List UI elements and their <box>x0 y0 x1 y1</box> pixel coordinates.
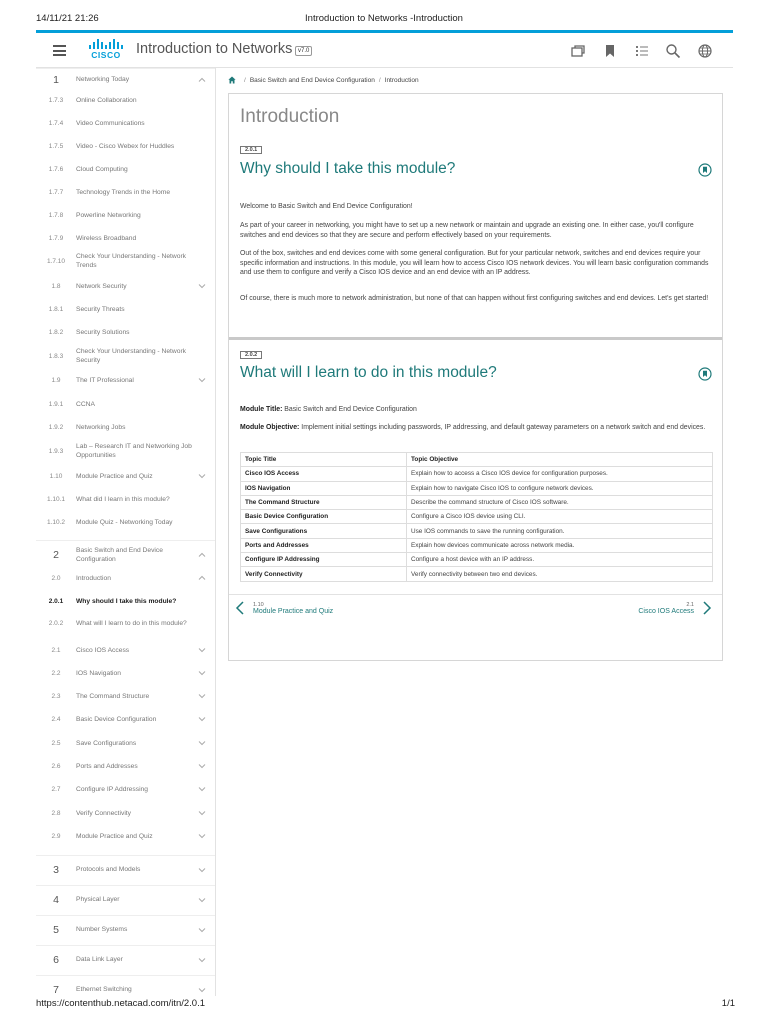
sidebar-item-number: 1.7.7 <box>48 188 64 196</box>
topic-objective-cell: Verify connectivity between two end devices. <box>407 567 713 581</box>
topic-title-cell: The Command Structure <box>241 495 407 509</box>
chevron-down-icon[interactable] <box>198 926 206 934</box>
chevron-down-icon[interactable] <box>198 762 206 770</box>
sidebar-item-number: 1.10.1 <box>46 495 66 503</box>
sidebar-item-number: 2.1 <box>51 646 61 654</box>
sidebar-item-number: 2.6 <box>51 762 61 770</box>
chevron-up-icon[interactable] <box>198 76 206 84</box>
sidebar-item-number: 7 <box>53 983 59 996</box>
topic-title-cell: Basic Device Configuration <box>241 510 407 524</box>
module-title-line <box>240 405 712 415</box>
sidebar-item[interactable] <box>36 181 216 203</box>
sidebar-item-label: Cisco IOS Access <box>76 646 130 654</box>
topic-title-cell: Save Configurations <box>241 524 407 538</box>
print-page-number: 1/1 <box>721 998 735 1009</box>
sidebar-item-number: 6 <box>53 953 59 966</box>
section-number-badge: 2.0.2 <box>240 351 262 359</box>
windows-icon[interactable] <box>570 43 586 59</box>
sidebar-item[interactable] <box>36 511 216 533</box>
sidebar-item[interactable] <box>36 915 216 943</box>
sidebar-item-number: 2.0.1 <box>48 597 64 605</box>
sidebar-item-number: 4 <box>53 893 59 906</box>
cisco-logo-text: CISCO <box>91 50 121 60</box>
chevron-down-icon[interactable] <box>198 986 206 994</box>
topic-title-cell: IOS Navigation <box>241 481 407 495</box>
chevron-left-icon <box>235 601 245 615</box>
previous-page-number: 1.10 <box>253 601 264 608</box>
section-divider <box>229 337 722 340</box>
sidebar-item-number: 1 <box>53 73 59 86</box>
bookmark-toggle-icon[interactable] <box>698 163 712 177</box>
next-page-number: 2.1 <box>686 601 694 608</box>
sidebar-item-number: 1.9.2 <box>48 423 64 431</box>
sidebar-item-label: Cloud Computing <box>76 165 128 173</box>
sidebar-item-number: 1.7.8 <box>48 211 64 219</box>
page-title: Introduction <box>240 106 340 127</box>
sidebar-item-label: Security Threats <box>76 305 125 313</box>
version-badge: v7.0 <box>295 46 312 56</box>
print-page-title: Introduction to Networks -Introduction <box>305 13 463 24</box>
sidebar-item[interactable] <box>36 975 216 996</box>
sidebar-item-label: Ethernet Switching <box>76 986 132 993</box>
sidebar-item-label: IOS Navigation <box>76 669 121 677</box>
sidebar-item-label: Data Link Layer <box>76 956 123 963</box>
sidebar-item-label: Module Practice and Quiz <box>76 472 153 480</box>
breadcrumb <box>228 76 419 84</box>
chevron-down-icon[interactable] <box>198 669 206 677</box>
sidebar-item-label: Check Your Understanding - Network Trends <box>76 253 187 269</box>
sidebar-item-number: 2.5 <box>51 739 61 747</box>
intro-paragraph: Of course, there is much more to network administration, but none of that can happen without first configuring switches and end devices. Let's get started! <box>240 295 709 302</box>
topic-objective-cell: Configure a Cisco IOS device using CLI. <box>407 510 713 524</box>
sidebar-item-label: Networking Jobs <box>76 423 126 431</box>
module-title-label: Module Title: <box>240 406 283 413</box>
sidebar-item[interactable] <box>36 465 216 487</box>
sidebar-item-number: 1.9.3 <box>48 447 64 455</box>
sidebar-item-number: 1.9 <box>51 376 61 384</box>
chevron-up-icon[interactable] <box>198 574 206 582</box>
sidebar-item-number: 1.8.1 <box>48 305 64 313</box>
chevron-down-icon[interactable] <box>198 866 206 874</box>
sidebar-item[interactable] <box>36 567 216 589</box>
sidebar-item[interactable] <box>36 416 216 438</box>
sidebar-item-label: Check Your Understanding - Network Security <box>76 348 187 364</box>
sidebar-item-label: Lab – Research IT and Networking Job Opportunities <box>76 443 192 459</box>
breadcrumb-separator: / <box>378 76 381 84</box>
sidebar-item-number: 2.0 <box>51 574 61 582</box>
sidebar-item[interactable] <box>36 89 216 111</box>
sidebar-item-label: Introduction <box>76 574 111 582</box>
sidebar-item-label: What will I learn to do in this module? <box>76 619 187 627</box>
sidebar-item[interactable] <box>36 393 216 415</box>
sidebar-item-label: What did I learn in this module? <box>76 495 170 503</box>
sidebar-item[interactable] <box>36 438 216 464</box>
sidebar-item-label: Module Quiz - Networking Today <box>76 518 173 526</box>
sidebar-item[interactable] <box>36 343 216 369</box>
sidebar-item[interactable] <box>36 755 216 777</box>
sidebar-item[interactable] <box>36 662 216 684</box>
column-header: Topic Title <box>241 453 407 467</box>
table-header-row <box>241 453 713 467</box>
sidebar-item-label: Technology Trends in the Home <box>76 188 171 196</box>
chevron-down-icon[interactable] <box>198 739 206 747</box>
globe-icon[interactable] <box>697 43 713 59</box>
sidebar-item-number: 1.7.10 <box>46 257 66 265</box>
previous-page-link[interactable] <box>235 601 333 615</box>
sidebar-item-label: Powerline Networking <box>76 211 141 219</box>
cisco-logo[interactable] <box>84 39 128 63</box>
sidebar-item-number: 2.8 <box>51 809 61 817</box>
intro-paragraph: As part of your career in networking, you might have to set up a new network or maintain and upgrade an existing one. In either case, you'll configure switches and end devices so that they are secure and perform effectively based on your requirements. <box>240 222 694 239</box>
sidebar-item[interactable] <box>36 540 216 568</box>
previous-page-label: Module Practice and Quiz <box>253 607 334 615</box>
sidebar-item-number: 1.7.3 <box>48 96 64 104</box>
module-objective-line <box>240 423 712 433</box>
sidebar-item-number: 1.7.9 <box>48 234 64 242</box>
sidebar-item[interactable] <box>36 369 216 391</box>
chevron-down-icon[interactable] <box>198 809 206 817</box>
table-row <box>241 567 713 581</box>
table-row <box>241 538 713 552</box>
sidebar-item[interactable] <box>36 488 216 510</box>
sidebar-item[interactable] <box>36 590 216 612</box>
sidebar-item[interactable] <box>36 158 216 180</box>
column-header: Topic Objective <box>407 453 713 467</box>
sidebar-item[interactable] <box>36 204 216 226</box>
home-icon[interactable] <box>228 76 236 84</box>
table-row <box>241 495 713 509</box>
sidebar-item-number: 1.8.3 <box>48 352 64 360</box>
sidebar-item-label: Verify Connectivity <box>76 809 132 817</box>
topic-objective-cell: Explain how to access a Cisco IOS device for configuration purposes. <box>407 467 713 481</box>
sidebar-item[interactable] <box>36 112 216 134</box>
topic-objective-cell: Explain how devices communicate across network media. <box>407 538 713 552</box>
sidebar-item[interactable] <box>36 298 216 320</box>
chevron-down-icon[interactable] <box>198 692 206 700</box>
topic-title-cell: Verify Connectivity <box>241 567 407 581</box>
chevron-down-icon[interactable] <box>198 472 206 480</box>
sidebar-item-number: 1.7.6 <box>48 165 64 173</box>
sidebar-item-label: Number Systems <box>76 926 128 933</box>
sidebar-item-label: The IT Professional <box>76 376 134 384</box>
chevron-down-icon[interactable] <box>198 646 206 654</box>
app-header <box>36 30 733 68</box>
sidebar-item-number: 2.9 <box>51 832 61 840</box>
sidebar-item-number: 2.3 <box>51 692 61 700</box>
sidebar-item[interactable] <box>36 708 216 730</box>
chevron-down-icon[interactable] <box>198 282 206 290</box>
module-title-value: Basic Switch and End Device Configuration <box>284 406 417 413</box>
sidebar-item[interactable] <box>36 825 216 847</box>
sidebar-item-number: 2.0.2 <box>48 619 64 627</box>
topic-objective-table <box>240 452 713 582</box>
breadcrumb-separator: / <box>244 76 246 84</box>
sidebar-item-number: 2 <box>53 548 59 561</box>
page-navigation <box>229 594 722 626</box>
sidebar-item-number: 1.7.4 <box>48 119 64 127</box>
topic-objective-cell: Configure a host device with an IP address. <box>407 553 713 567</box>
sidebar-item[interactable] <box>36 945 216 973</box>
bookmark-toggle-icon[interactable] <box>698 367 712 381</box>
sidebar-item-label: Physical Layer <box>76 896 120 903</box>
sidebar-item-number: 1.8 <box>51 282 61 290</box>
list-icon[interactable] <box>634 43 650 59</box>
chevron-down-icon[interactable] <box>198 956 206 964</box>
menu-icon[interactable] <box>53 45 66 56</box>
sidebar-item-label: Video - Cisco Webex for Huddles <box>76 142 175 150</box>
sidebar-item[interactable] <box>36 685 216 707</box>
sidebar-item-label: Basic Device Configuration <box>76 715 157 723</box>
sidebar-item[interactable] <box>36 855 216 883</box>
search-icon[interactable] <box>665 43 681 59</box>
topic-objective-cell: Explain how to navigate Cisco IOS to configure network devices. <box>407 481 713 495</box>
module-objective-value: Implement initial settings including passwords, IP addressing, and default gateway parameters on a network switch and end devices. <box>301 424 706 431</box>
print-url: https://contenthub.netacad.com/itn/2.0.1 <box>36 998 206 1009</box>
sidebar-item[interactable] <box>36 639 216 661</box>
sidebar-item[interactable] <box>36 778 216 800</box>
sidebar-item-number: 3 <box>53 863 59 876</box>
bookmark-icon[interactable] <box>602 43 618 59</box>
table-row <box>241 553 713 567</box>
sidebar-item-number: 5 <box>53 923 59 936</box>
table-row <box>241 467 713 481</box>
sidebar-item-label: Protocols and Models <box>76 866 141 873</box>
sidebar-item[interactable] <box>36 610 216 636</box>
table-row <box>241 481 713 495</box>
chevron-down-icon[interactable] <box>198 376 206 384</box>
sidebar-item-label: Module Practice and Quiz <box>76 832 153 840</box>
table-row <box>241 510 713 524</box>
module-objective-label: Module Objective: <box>240 424 300 431</box>
chevron-down-icon[interactable] <box>198 715 206 723</box>
section-title: Why should I take this module? <box>240 160 456 177</box>
print-datetime: 14/11/21 21:26 <box>36 13 99 24</box>
sidebar-item-label: Security Solutions <box>76 328 130 336</box>
sidebar-item-number: 1.9.1 <box>48 400 64 408</box>
sidebar-item-label: Save Configurations <box>76 739 137 747</box>
next-page-label: Cisco IOS Access <box>638 607 694 615</box>
topic-title-cell: Configure IP Addressing <box>241 553 407 567</box>
sidebar-item[interactable] <box>36 885 216 913</box>
sidebar-item-label: Ports and Addresses <box>76 762 138 770</box>
sidebar-item-number: 2.2 <box>51 669 61 677</box>
sidebar-item-label: Configure IP Addressing <box>76 785 148 793</box>
sidebar-item-label: CCNA <box>76 400 95 408</box>
topic-title-cell: Ports and Addresses <box>241 538 407 552</box>
sidebar-item-number: 2.4 <box>51 715 61 723</box>
next-page-link[interactable] <box>638 601 712 615</box>
section-number-badge: 2.0.1 <box>240 146 262 154</box>
table-row <box>241 524 713 538</box>
print-header <box>0 13 768 27</box>
topic-title-cell: Cisco IOS Access <box>241 467 407 481</box>
topic-objective-cell: Use IOS commands to save the running configuration. <box>407 524 713 538</box>
sidebar-item-label: Video Communications <box>76 119 145 127</box>
chevron-down-icon[interactable] <box>198 896 206 904</box>
sidebar-item-label: Network Security <box>76 282 127 290</box>
course-outline-sidebar <box>36 68 216 996</box>
sidebar-item-label: Why should I take this module? <box>76 597 177 605</box>
sidebar-item-label: Networking Today <box>76 76 130 83</box>
breadcrumb-topic[interactable]: Introduction <box>384 76 419 84</box>
intro-paragraph: Welcome to Basic Switch and End Device Configuration! <box>240 203 413 210</box>
sidebar-item-label: The Command Structure <box>76 692 150 700</box>
chevron-up-icon[interactable] <box>198 551 206 559</box>
course-title: Introduction to Networks <box>136 41 293 57</box>
sidebar-item[interactable] <box>36 321 216 343</box>
intro-paragraph: Out of the box, switches and end devices come with some general configuration. But for your particular network, switches and end devices require your specific information and instructions. In this module, you will learn how to access Cisco IOS network devices. You will learn basic configuration commands and use them to configure and verify a Cisco IOS device and an end device with an IP address. <box>240 250 709 277</box>
chevron-down-icon[interactable] <box>198 832 206 840</box>
sidebar-item-number: 1.10 <box>49 472 63 480</box>
sidebar-item-number: 1.7.5 <box>48 142 64 150</box>
sidebar-item-number: 1.8.2 <box>48 328 64 336</box>
topic-objective-cell: Describe the command structure of Cisco IOS software. <box>407 495 713 509</box>
sidebar-item[interactable] <box>36 802 216 824</box>
sidebar-item[interactable] <box>36 732 216 754</box>
sidebar-item[interactable] <box>36 248 216 274</box>
chevron-down-icon[interactable] <box>198 785 206 793</box>
content-panel <box>228 93 723 661</box>
sidebar-item[interactable] <box>36 68 216 90</box>
sidebar-item[interactable] <box>36 275 216 297</box>
sidebar-item-label: Wireless Broadband <box>76 234 137 242</box>
sidebar-item[interactable] <box>36 135 216 157</box>
sidebar-item-label: Basic Switch and End Device Configuration <box>76 546 163 563</box>
section-title: What will I learn to do in this module? <box>240 364 497 381</box>
sidebar-item[interactable] <box>36 227 216 249</box>
chevron-right-icon <box>702 601 712 615</box>
sidebar-item-number: 2.7 <box>51 785 61 793</box>
sidebar-item-number: 1.10.2 <box>46 518 66 526</box>
sidebar-item-label: Online Collaboration <box>76 96 137 104</box>
breadcrumb-module[interactable]: Basic Switch and End Device Configuration <box>249 76 375 84</box>
